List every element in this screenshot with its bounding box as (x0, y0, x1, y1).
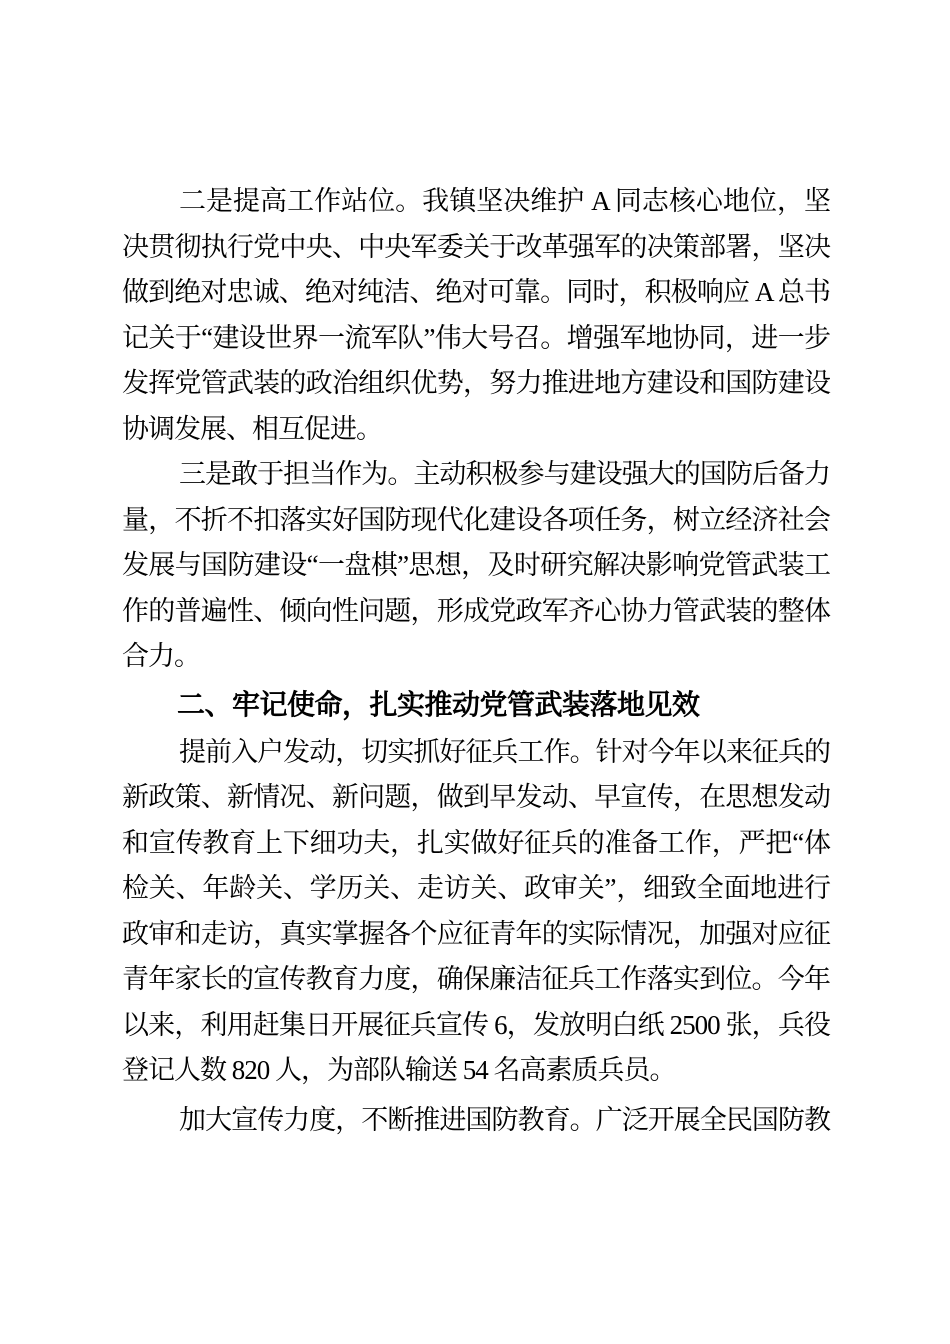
paragraph-work-position: 二是提高工作站位。我镇坚决维护 A 同志核心地位，坚决贯彻执行党中央、中央军委关于改革强军的决策部署，坚决做到绝对忠诚、绝对纯洁、绝对可靠。同时，积极响应 A 总书记关于“建设世界一流军队”伟大号召。增强军地协同，进一步发挥党管武装的政治组织优势，努力推进地方建设和国防建设协调发展、相互促进。 (122, 186, 830, 444)
paragraph-conscription-work: 提前入户发动，切实抓好征兵工作。针对今年以来征兵的新政策、新情况、新问题，做到早发动、早宣传，在思想发动和宣传教育上下细功夫，扎实做好征兵的准备工作，严把“体检关、年龄关、学历关、走访关、政审关”，细致全面地进行政审和走访，真实掌握各个应征青年的实际情况，加强对应征青年家长的宣传教育力度，确保廉洁征兵工作落实到位。今年以来，利用赶集日开展征兵宣传 6，发放明白纸 2500 张，兵役登记人数 820 人，为部队输送 54 名高素质兵员。 (122, 736, 830, 1085)
paragraph-dare-to-act: 三是敢于担当作为。主动积极参与建设强大的国防后备力量，不折不扣落实好国防现代化建设各项任务，树立经济社会发展与国防建设“一盘棋”思想，及时研究解决影响党管武装工作的普遍性、倾向性问题，形成党政军齐心协力管武装的整体合力。 (122, 459, 830, 671)
paragraph-defense-education: 加大宣传力度，不断推进国防教育。广泛开展全民国防教 (179, 1104, 830, 1135)
section-heading-two: 二、牢记使命，扎实推动党管武装落地见效 (177, 688, 700, 720)
